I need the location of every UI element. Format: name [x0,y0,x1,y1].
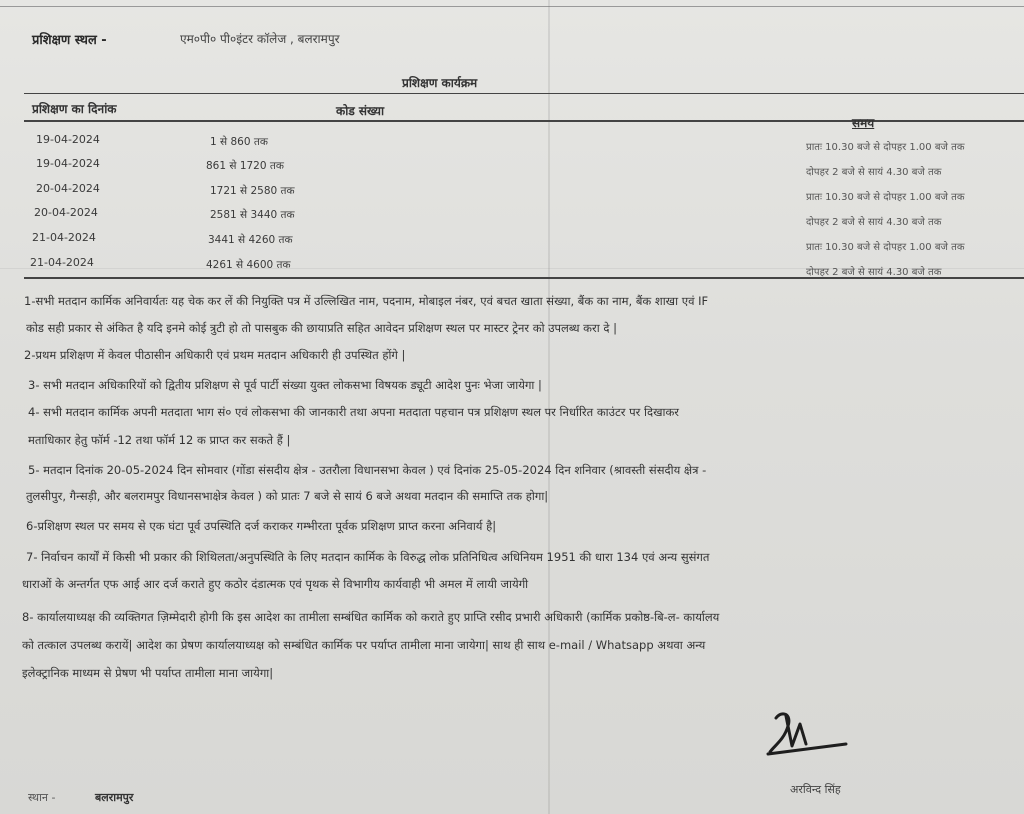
header-code: कोड संख्या [336,104,385,118]
signatory-name: अरविन्द सिंह [790,783,841,796]
venue-label: प्रशिक्षण स्थल - [32,33,107,48]
header-date: प्रशिक्षण का दिनांक [32,102,117,116]
row-date: 21-04-2024 [30,256,94,269]
instruction-line: 4- सभी मतदान कार्मिक अपनी मतदाता भाग सं० एवं लोकसभा की जानकारी तथा अपना मतदाता पहचान पत्र प्रशिक्षण स्थल पर निर्धारित काउंटर पर दिखाकर [28,405,680,419]
instruction-line: कोड सही प्रकार से अंकित है यदि इनमे कोई त्रुटी हो तो पासबुक की छायाप्रति सहित आवेदन प्रशिक्षण स्थल पर मास्टर ट्रेनर को उपलब्ध करा दे | [26,321,617,335]
signature-mark [762,706,852,766]
row-time: प्रातः 10.30 बजे से दोपहर 1.00 बजे तक [806,142,965,153]
instruction-line: 1-सभी मतदान कार्मिक अनिवार्यतः यह चेक कर लें की नियुक्ति पत्र में उल्लिखित नाम, पदनाम, मोबाइल नंबर, एवं बचत खाता संख्या, बैंक का नाम, बैंक शाखा एवं IF [24,294,709,308]
row-time: दोपहर 2 बजे से सायं 4.30 बजे तक [806,267,942,278]
instruction-line: 3- सभी मतदान अधिकारियों को द्वितीय प्रशिक्षण से पूर्व पार्टी संख्या युक्त लोकसभा विषयक ड्यूटी आदेश पुनः भेजा जायेगा | [28,378,542,392]
instruction-line: 2-प्रथम प्रशिक्षण में केवल पीठासीन अधिकारी एवं प्रथम मतदान अधिकारी ही उपस्थित होंगे | [24,348,406,362]
instruction-line: धाराओं के अन्तर्गत एफ आई आर दर्ज कराते हुए कठोर दंडात्मक एवं पृथक से विभागीय कार्यवाही भी अमल में लायी जायेगी [22,577,529,591]
instruction-line: तुलसीपुर, गैन्सड़ी, और बलरामपुर विधानसभाक्षेत्र केवल ) को प्रातः 7 बजे से सायं 6 बजे अथवा मतदान की समाप्ति तक होगा| [26,489,549,503]
row-date: 20-04-2024 [36,182,100,195]
top-divider [0,6,1024,7]
row-code: 861 से 1720 तक [206,160,284,172]
place-line [28,790,133,805]
instruction-line: 8- कार्यालयाध्यक्ष की व्यक्तिगत ज़िम्मेदारी होगी कि इस आदेश का तामीला सम्बंधित कार्मिक को कराते हुए प्राप्ति रसीद प्रभारी अधिकारी (कार्मिक प्रकोष्ठ-बि-ल- कार्यालय [22,610,720,624]
row-date: 21-04-2024 [32,231,96,244]
row-code: 1721 से 2580 तक [210,185,295,197]
row-date: 20-04-2024 [34,206,98,219]
row-date: 19-04-2024 [36,133,100,146]
instruction-line: 6-प्रशिक्षण स्थल पर समय से एक घंटा पूर्व उपस्थिति दर्ज कराकर गम्भीरता पूर्वक प्रशिक्षण प्राप्त करना अनिवार्य है| [26,519,497,533]
row-time: दोपहर 2 बजे से सायं 4.30 बजे तक [806,167,942,178]
instruction-line: 5- मतदान दिनांक 20-05-2024 दिन सोमवार (गोंडा संसदीय क्षेत्र - उतरौला विधानसभा केवल ) एवं दिनांक 25-05-2024 दिन शनिवार (श्रावस्ती संसदीय क्षेत्र - [28,463,707,477]
venue-value: एम०पी० पी०इंटर कॉलेज , बलरामपुर [180,32,340,46]
row-time: प्रातः 10.30 बजे से दोपहर 1.00 बजे तक [806,242,965,253]
place-value: बलरामपुर [95,791,134,804]
training-venue [32,30,340,48]
row-date: 19-04-2024 [36,157,100,170]
row-time: दोपहर 2 बजे से सायं 4.30 बजे तक [806,217,942,228]
row-code: 1 से 860 तक [210,136,268,148]
instruction-line: को तत्काल उपलब्ध करायें| आदेश का प्रेषण कार्यालयाध्यक्ष को सम्बंधित कार्मिक पर पर्याप्त तामीला माना जायेगा| साथ ही साथ e-mail / Whatsapp अथवा अन्य [22,638,706,652]
instruction-line: इलेक्ट्रानिक माध्यम से प्रेषण भी पर्याप्त तामीला माना जायेगा| [22,666,274,680]
instruction-line: मताधिकार हेतु फॉर्म -12 तथा फॉर्म 12 क प्राप्त कर सकते हैं | [28,433,291,447]
place-label: स्थान - [28,791,56,804]
row-code: 4261 से 4600 तक [206,259,291,271]
instruction-line: 7- निर्वाचन कार्यों में किसी भी प्रकार की शिथिलता/अनुपस्थिति के लिए मतदान कार्मिक के विरुद्ध लोक प्रतिनिधित्व अधिनियम 1951 की धारा 134 एवं अन्य सुसंगत [26,550,710,564]
schedule-title: प्रशिक्षण कार्यक्रम [402,76,478,90]
row-time: प्रातः 10.30 बजे से दोपहर 1.00 बजे तक [806,192,965,203]
row-code: 3441 से 4260 तक [208,234,293,246]
table-top-rule [24,93,1024,94]
row-code: 2581 से 3440 तक [210,209,295,221]
header-time: समय [852,116,875,130]
